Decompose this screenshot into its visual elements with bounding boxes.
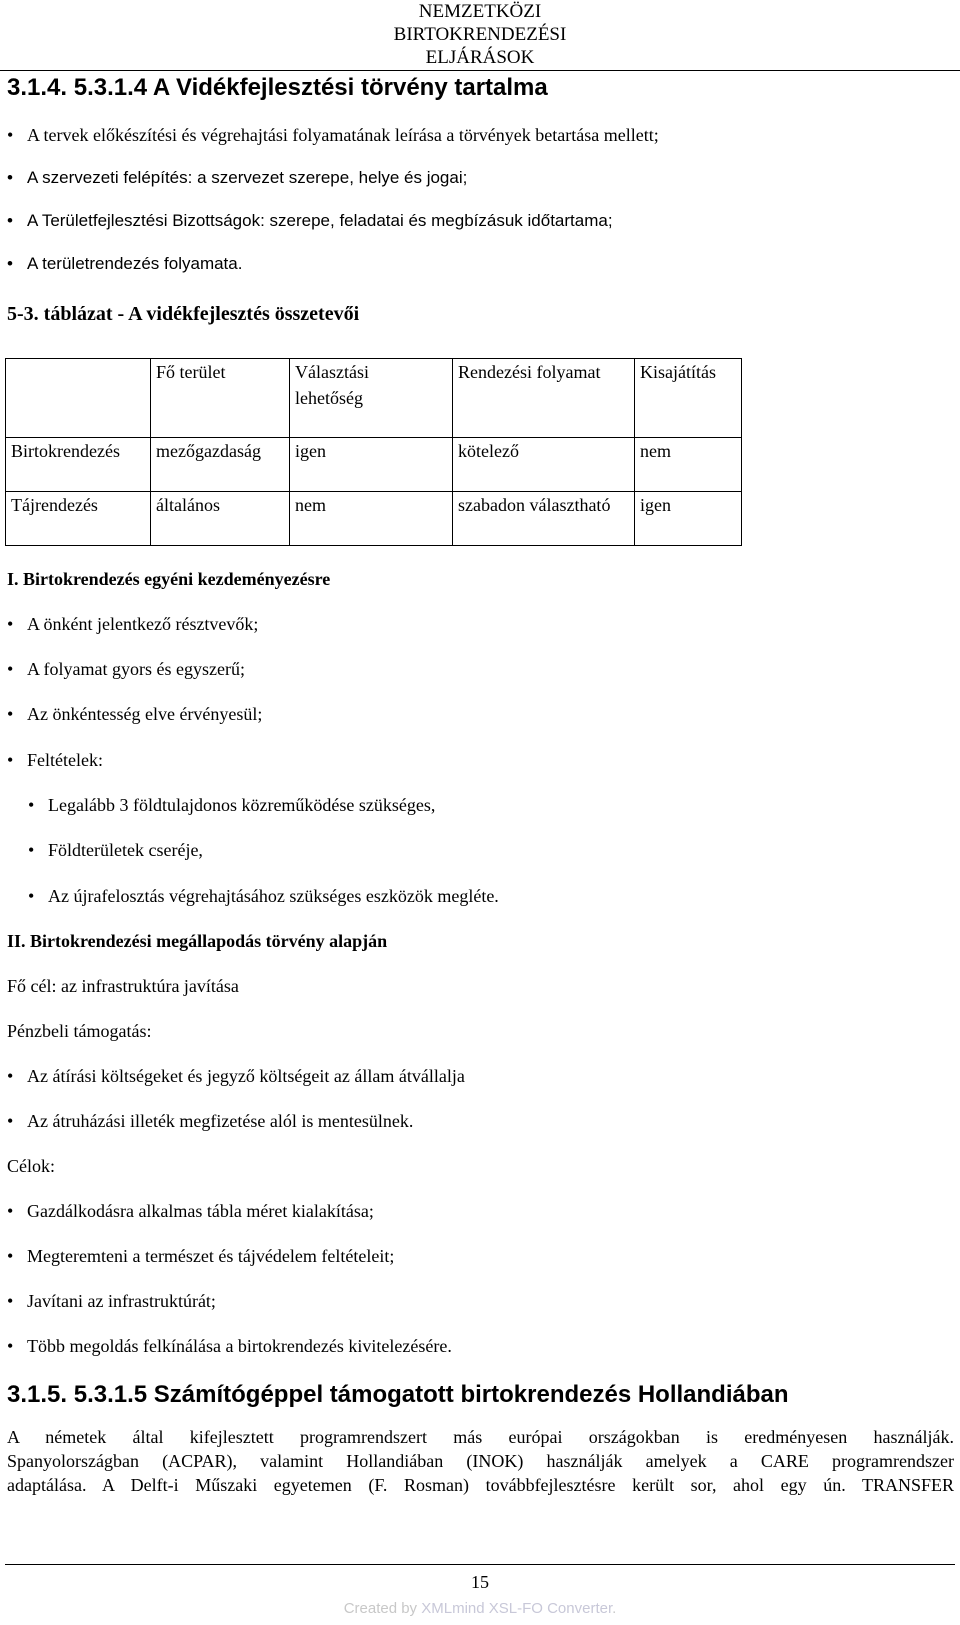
credit-prefix: Created by: [343, 1600, 422, 1617]
table-header-cell: Fő terület: [151, 359, 290, 438]
table-header-cell: Rendezési folyamat: [453, 359, 635, 438]
bullet-icon: •: [7, 125, 14, 145]
bullet-icon: •: [7, 211, 13, 230]
table-cell: Birtokrendezés: [6, 438, 151, 492]
table-cell: Tájrendezés: [6, 492, 151, 546]
table-header-cell: [6, 359, 151, 438]
header-rule: [0, 70, 960, 71]
bullet-icon: •: [7, 1336, 14, 1356]
paragraph-line: A németek által kifejlesztett programrendszert más európai országokban is eredményesen használják.: [7, 1427, 954, 1447]
bullet-icon: •: [28, 886, 35, 906]
page-number: 15: [471, 1572, 489, 1592]
section-title: 3.1.4. 5.3.1.4 A Vidékfejlesztési törvény tartalma: [7, 74, 548, 101]
table-cell: igen: [635, 492, 742, 546]
table-row: [6, 438, 742, 492]
table-header-cell: [290, 359, 453, 438]
running-header-line: ELJÁRÁSOK: [425, 47, 535, 68]
bullet-icon: •: [7, 168, 13, 187]
table-cell: igen: [290, 438, 453, 492]
table-cell: nem: [290, 492, 453, 546]
table-header-row: [6, 359, 742, 438]
body-paragraph: [7, 1425, 954, 1497]
bullet-icon: •: [7, 750, 14, 770]
bullet-icon: •: [7, 659, 14, 679]
running-header-line: BIRTOKRENDEZÉSI: [393, 24, 567, 45]
table-cell: szabadon választható: [453, 492, 635, 546]
bullet-icon: •: [7, 1201, 14, 1221]
paragraph: Fő cél: az infrastruktúra javítása: [7, 976, 239, 996]
table-header-cell: Kisajátítás: [635, 359, 742, 438]
footer-rule: [5, 1564, 955, 1565]
bullet-icon: •: [7, 254, 13, 273]
subheading: I. Birtokrendezés egyéni kezdeményezésre: [7, 569, 331, 589]
table-cell: kötelező: [453, 438, 635, 492]
table-cell: nem: [635, 438, 742, 492]
table-cell: mezőgazdaság: [151, 438, 290, 492]
credit-suffix: .: [612, 1600, 617, 1617]
paragraph: Célok:: [7, 1156, 55, 1176]
running-header-line: NEMZETKÖZI: [418, 1, 542, 22]
table-header-text: Választási lehetőség: [295, 362, 369, 408]
bullet-icon: •: [7, 1066, 14, 1086]
bullet-icon: •: [7, 614, 14, 634]
subheading: II. Birtokrendezési megállapodás törvény alapján: [7, 931, 388, 951]
bullet-icon: •: [28, 795, 35, 815]
bullet-icon: •: [7, 704, 14, 724]
paragraph-line: adaptálása. A Delft-i Műszaki egyetemen (F. Rosman) továbbfejlesztésre került sor, ahol egy ún. TRANSFER: [7, 1475, 954, 1495]
section-title: 3.1.5. 5.3.1.5 Számítógéppel támogatott birtokrendezés Hollandiában: [7, 1381, 789, 1408]
running-header: [370, 0, 590, 69]
paragraph: Pénzbeli támogatás:: [7, 1021, 152, 1041]
bullet-icon: •: [7, 1291, 14, 1311]
paragraph-line: Spanyolországban (ACPAR), valamint Hollandiában (INOK) használják amelyek a CARE programrendszer: [7, 1451, 954, 1471]
bullet-icon: •: [7, 1246, 14, 1266]
credit-link[interactable]: XMLmind XSL-FO Converter: [421, 1600, 613, 1617]
table-cell: általános: [151, 492, 290, 546]
data-table: [5, 358, 742, 546]
table-row: [6, 492, 742, 546]
converter-credit: [0, 1600, 960, 1617]
bullet-icon: •: [7, 1111, 14, 1131]
bullet-icon: •: [28, 840, 35, 860]
table-caption: 5-3. táblázat - A vidékfejlesztés összetevői: [7, 303, 360, 325]
